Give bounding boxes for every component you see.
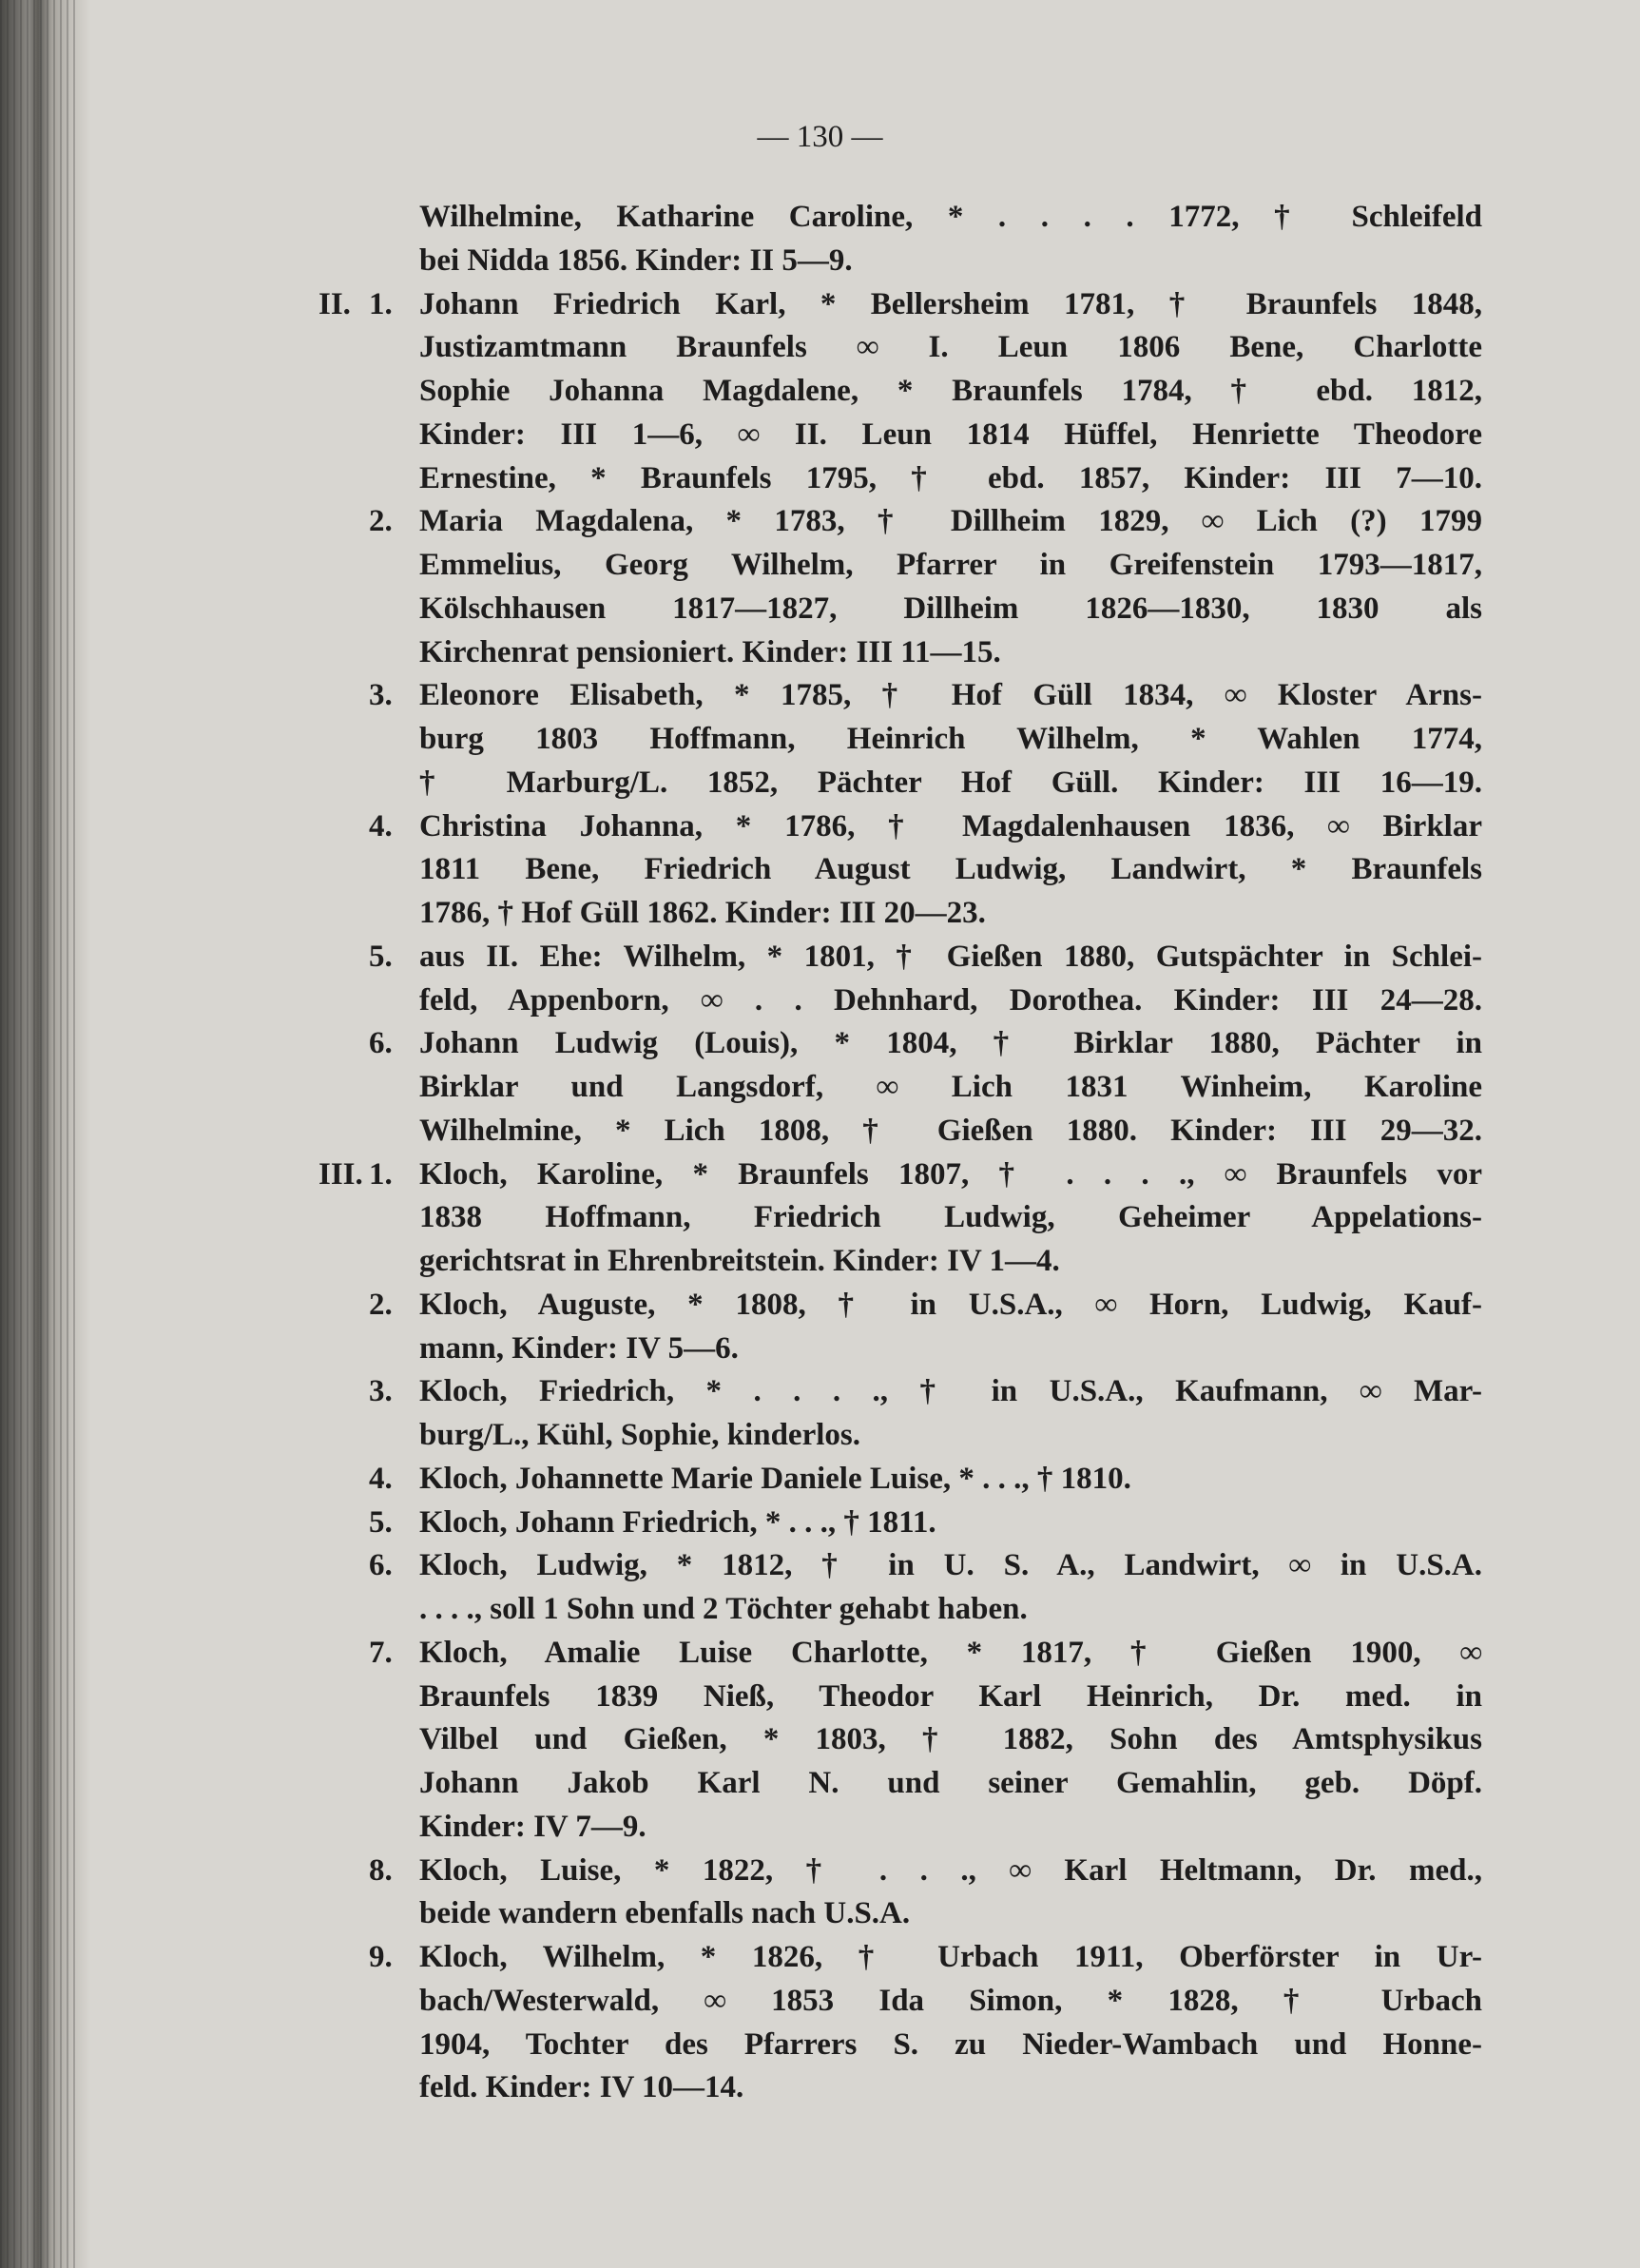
line-text: Kloch, Friedrich, * . . . ., † in U.S.A., Kaufmann, ∞ Mar- — [419, 1374, 1482, 1409]
line-text: aus II. Ehe: Wilhelm, * 1801, † Gießen 1880, Gutspächter in Schlei- — [419, 939, 1482, 974]
line-text: Eleonore Elisabeth, * 1785, † Hof Güll 1834, ∞ Kloster Arns- — [419, 678, 1482, 713]
line-text: † Marburg/L. 1852, Pächter Hof Güll. Kinder: III 16—19. — [419, 765, 1482, 800]
line-text: Kölschhausen 1817—1827, Dillheim 1826—1830, 1830 als — [419, 591, 1482, 626]
line-text: Maria Magdalena, * 1783, † Dillheim 1829, ∞ Lich (?) 1799 — [419, 504, 1482, 539]
line-text: Kloch, Auguste, * 1808, † in U.S.A., ∞ Horn, Ludwig, Kauf- — [419, 1287, 1482, 1322]
line-text: gerichtsrat in Ehrenbreitstein. Kinder: IV 1—4. — [419, 1244, 1060, 1278]
line-text: Emmelius, Georg Wilhelm, Pfarrer in Greifenstein 1793—1817, — [419, 548, 1482, 582]
line-text: 1904, Tochter des Pfarrers S. zu Nieder-Wambach und Honne- — [419, 2026, 1482, 2062]
entry-number: 7. — [369, 1635, 393, 1670]
line-text: beide wandern ebenfalls nach U.S.A. — [419, 1896, 911, 1931]
entry-number: 4. — [369, 808, 393, 843]
line-text: bach/Westerwald, ∞ 1853 Ida Simon, * 1828, † Urbach — [419, 1983, 1482, 2018]
line-text: Johann Jakob Karl N. und seiner Gemahlin, geb. Döpf. — [419, 1766, 1482, 1800]
entry-number: 3. — [369, 678, 393, 713]
line-text: Kloch, Johann Friedrich, * . . ., † 1811. — [419, 1504, 936, 1540]
entry-number: 2. — [369, 1287, 393, 1322]
line-text: bei Nidda 1856. Kinder: II 5—9. — [419, 242, 853, 278]
book-page-edge — [0, 0, 90, 2268]
entry-number: 1. — [369, 1156, 393, 1192]
line-text: Kloch, Johannette Marie Daniele Luise, * . . ., † 1810. — [419, 1461, 1131, 1496]
line-text: Kirchenrat pensioniert. Kinder: III 11—15. — [419, 634, 1001, 669]
page-edge-stripes — [0, 0, 76, 2268]
line-text: feld. Kinder: IV 10—14. — [419, 2070, 744, 2105]
line-text: . . . ., soll 1 Sohn und 2 Töchter gehabt haben. — [419, 1592, 1028, 1626]
line-text: Justizamtmann Braunfels ∞ I. Leun 1806 Bene, Charlotte — [419, 330, 1482, 365]
line-text: Kloch, Karoline, * Braunfels 1807, † . . . ., ∞ Braunfels vor — [419, 1156, 1482, 1192]
generation-numeral: III. — [318, 1156, 363, 1192]
line-text: Kloch, Wilhelm, * 1826, † Urbach 1911, Oberförster in Ur- — [419, 1940, 1482, 1974]
line-text: Christina Johanna, * 1786, † Magdalenhausen 1836, ∞ Birklar — [419, 808, 1482, 843]
line-text: 1838 Hoffmann, Friedrich Ludwig, Geheimer Appelations- — [419, 1200, 1482, 1235]
line-text: Ernestine, * Braunfels 1795, † ebd. 1857, Kinder: III 7—10. — [419, 460, 1482, 495]
line-text: Wilhelmine, * Lich 1808, † Gießen 1880. Kinder: III 29—32. — [419, 1113, 1482, 1148]
entry-number: 6. — [369, 1026, 393, 1061]
line-text: Birklar und Langsdorf, ∞ Lich 1831 Winheim, Karoline — [419, 1070, 1482, 1104]
line-text: feld, Appenborn, ∞ . . Dehnhard, Dorothea. Kinder: III 24—28. — [419, 982, 1482, 1018]
line-text: 1786, † Hof Güll 1862. Kinder: III 20—23. — [419, 896, 986, 930]
line-text: Kloch, Ludwig, * 1812, † in U. S. A., Landwirt, ∞ in U.S.A. — [419, 1548, 1482, 1583]
entry-number: 3. — [369, 1374, 393, 1409]
line-text: Kloch, Luise, * 1822, † . . ., ∞ Karl Heltmann, Dr. med., — [419, 1852, 1482, 1888]
line-text: burg/L., Kühl, Sophie, kinderlos. — [419, 1418, 860, 1452]
line-text: Braunfels 1839 Nieß, Theodor Karl Heinrich, Dr. med. in — [419, 1678, 1482, 1714]
entry-number: 4. — [369, 1461, 393, 1496]
line-text: Johann Ludwig (Louis), * 1804, † Birklar 1880, Pächter in — [419, 1026, 1482, 1061]
generation-numeral: II. — [318, 286, 351, 321]
line-text: 1811 Bene, Friedrich August Ludwig, Landwirt, * Braunfels — [419, 852, 1482, 887]
line-text: Kloch, Amalie Luise Charlotte, * 1817, † Gießen 1900, ∞ — [419, 1635, 1482, 1670]
entry-number: 5. — [369, 1504, 393, 1540]
line-text: Sophie Johanna Magdalene, * Braunfels 1784, † ebd. 1812, — [419, 374, 1482, 408]
line-text: Johann Friedrich Karl, * Bellersheim 1781, † Braunfels 1848, — [419, 286, 1482, 321]
line-text: burg 1803 Hoffmann, Heinrich Wilhelm, * Wahlen 1774, — [419, 722, 1482, 756]
entry-number: 6. — [369, 1548, 393, 1583]
entry-number: 1. — [369, 286, 393, 321]
entry-number: 2. — [369, 504, 393, 539]
entry-number: 8. — [369, 1852, 393, 1888]
entry-number: 9. — [369, 1940, 393, 1974]
line-text: Kinder: IV 7—9. — [419, 1809, 646, 1844]
line-text: Kinder: III 1—6, ∞ II. Leun 1814 Hüffel, Henriette Theodore — [419, 417, 1482, 452]
line-text: Wilhelmine, Katharine Caroline, * . . . . 1772, † Schleifeld — [419, 200, 1482, 234]
line-text: Vilbel und Gießen, * 1803, † 1882, Sohn des Amtsphysikus — [419, 1722, 1482, 1757]
line-text: mann, Kinder: IV 5—6. — [419, 1330, 739, 1366]
entry-number: 5. — [369, 939, 393, 974]
page-number: — 130 — — [757, 120, 883, 154]
